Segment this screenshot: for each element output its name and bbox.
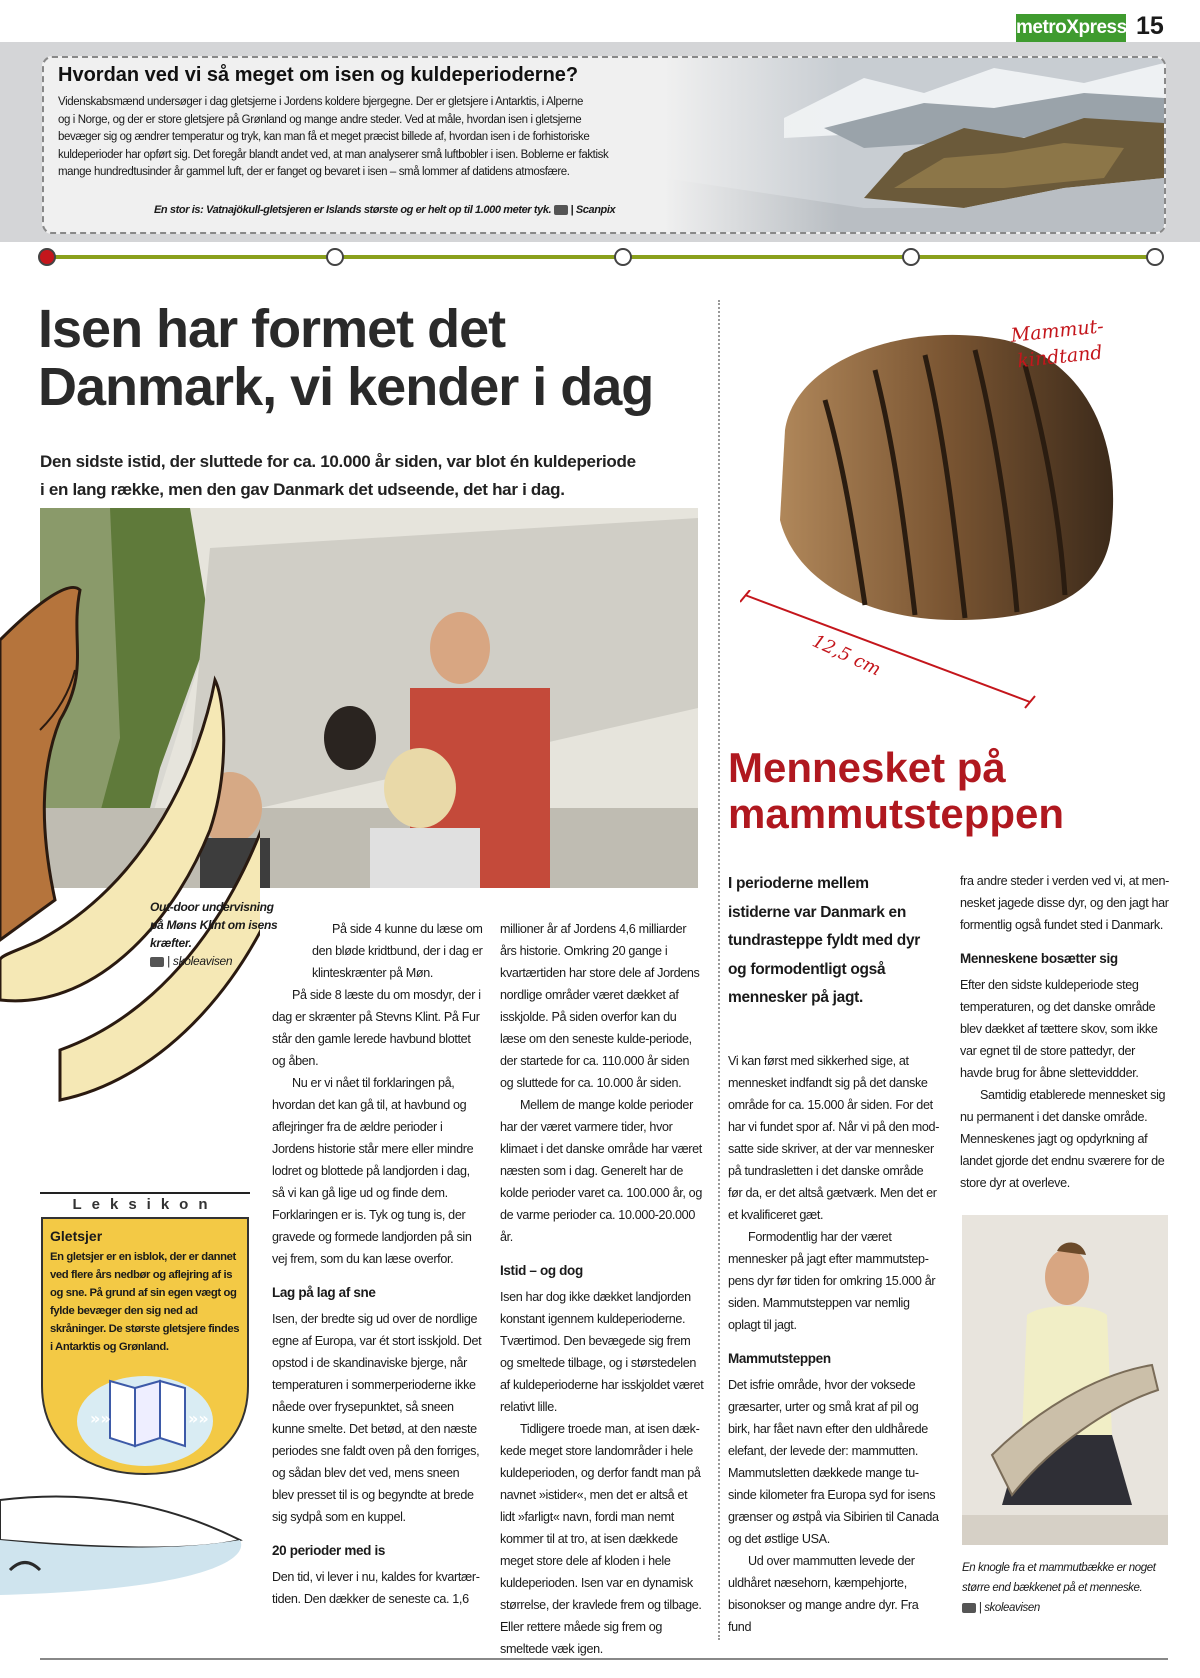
page-number: 15 — [1136, 12, 1164, 40]
timeline-dot — [614, 248, 632, 266]
sidebar-column-2: fra andre steder i verden ved vi, at mennesket jagede disse dyr, og den jagt har formentlig også fundet sted i Danmark. Menneskene bosætter sig Efter den sidste kuldeperiode steg temperaturen, og det danske område blev dækket af tættere skov, som ikke var egnet til de store pattedyr, der havde brug for åbne sletteviddder. Samtidig etablerede mennesket sig nu permanent i det danske område. Menneskenes jagt og opdyrkning af landet gjorde det endnu sværere for de store dyr at overleve. — [960, 874, 1170, 1190]
article-column-2: millioner år af Jordens 4,6 milliarder års historie. Omkring 20 gange i kvartærtiden har store dele af Jordens nordlige områder været dækket af isskjolde. På siden overfor kan du læse om den seneste kulde-periode, der startede for ca. 110.000 år siden og sluttede for ca. 10.000 år siden. Mellem de mange kolde perioder har der været varmere tider, hvor klimaet i det danske område har været næsten som i dag. Generelt har de kolde perioder varet ca. 100.000 år, og de varme perioder ca. 10.000-20.000 år. Istid – og dog Isen har dog ikke dækket landjorden konstant igennem kuldeperioderne. Tværtimod. Den bevægede sig frem og smeltede tilbage, og i størstedelen af kuldeperioderne har isskjoldet været relativt lille. Tidligere troede man, at isen dækkede meget store landområder i hele kuldeperioden, og derfor fandt man på navnet »istider«, men det er altså et lidt »farligt« navn, fordi man nemt kommer til at tro, at isen dækkede meget store dele af kloden i hele kuldeperioden. Isen var en dynamisk størrelse, der kravlede frem og tilbage. Eller rettere måede sig frem og smeltede væk igen. — [500, 922, 704, 1656]
bottom-rule — [40, 1658, 1168, 1660]
camera-icon — [962, 1603, 976, 1613]
info-box-body — [58, 94, 628, 182]
subheading: Mammutsteppen — [728, 1351, 831, 1366]
subheading: Menneskene bosætter sig — [960, 951, 1118, 966]
size-indicator-line — [740, 590, 1040, 710]
timeline-bar — [46, 255, 1156, 259]
svg-text:»»: »» — [90, 1409, 111, 1428]
subheading: Lag på lag af sne — [272, 1285, 376, 1300]
timeline-dot — [1146, 248, 1164, 266]
sidebar-lede: I perioderne mellem istiderne var Danmark en tundrasteppe fyldt med dyr og formodentligt også mennesker på jagt. — [728, 875, 921, 1006]
student-with-bone-photo — [962, 1215, 1168, 1545]
size-label: 12,5 cm — [808, 630, 884, 681]
column-divider — [718, 300, 720, 1640]
lexicon-heading: Leksikon — [40, 1192, 250, 1216]
brand-logo: metroXpress — [1016, 14, 1126, 42]
subheading: Istid – og dog — [500, 1263, 583, 1278]
article-column-1: På side 4 kunne du læse om den bløde kridtbund, der i dag er klinteskrænter på Møn. På side 8 læste du om mosdyr, der i dag er skrænter på Stevns Klint. På Fur står den gamle lerede havbund blottet og åben. Nu er vi nået til forklaringen på, hvordan det kan gå til, at havbund og aflejringer fra de ældre perioder i Jordens historie står mere eller mindre lodret og blottede på landjorden i dag, så vi kan gå lige ud og finde dem. Forklaringen er is. Tyk og tung is, der gravede og formede landjorden på sin vej frem, som du kan læse overfor. Lag på lag af sne Isen, der bredte sig ud over de nordlige egne af Europa, var ét stort isskjold. Det opstod i de skandinaviske bjerge, når temperaturen i sommerperioderne ikke nåede over frysepunktet, så sneen kunne smelte. Det betød, at den næste periodes sne faldt oven på den forriges, og sådan blev det ved, mens sneen blev presset til is og begyndte at brede sig sydpå som en kuppel. 20 perioder med is Den tid, vi lever i nu, kaldes for kvartærtiden. Den dækker de seneste ca. 1,6 — [272, 922, 483, 1606]
photo-credit: skoleavisen — [172, 954, 233, 968]
timeline-dot — [902, 248, 920, 266]
svg-text:»»: »» — [188, 1409, 209, 1428]
ice-floe-illustration — [0, 1480, 270, 1600]
article-lede: Den sidste istid, der sluttede for ca. 10.000 år siden, var blot én kuldeperiode i en lang række, men den gav Danmark det udseende, det har i dag. — [40, 452, 636, 499]
camera-icon — [150, 957, 164, 967]
info-box-line: Videnskabsmænd undersøger i dag gletsjerne i Jordens koldere bjergegne. Der er gletsjere i Antarktis, i Alperne — [58, 96, 583, 108]
timeline-dot — [326, 248, 344, 266]
article-headline: Isen har formet det Danmark, vi kender i dag — [38, 299, 654, 417]
info-box-line: bevæger sig og ændrer temperatur og tryk, kan man få et meget præcist billede af, hvordan isen i de forhistoriske — [58, 131, 590, 143]
lexicon-term: Gletsjer — [50, 1228, 103, 1244]
photo-credit: Scanpix — [575, 204, 616, 216]
photo-credit: skoleavisen — [984, 1602, 1040, 1614]
timeline-dot-current — [38, 248, 56, 266]
photo-caption: Out-door undervisning på Møns Klint om isens kræfter. | skoleavisen — [150, 900, 278, 968]
photo-caption: En knogle fra et mammutbække er noget større end bækkenet på et menneske. | skoleavisen — [962, 1562, 1156, 1614]
sidebar-headline: Mennesket på mammutsteppen — [728, 744, 1065, 837]
info-box-title: Hvordan ved vi så meget om isen og kuldeperioderne? — [58, 64, 579, 86]
tooth-label: Mammut- kindtand — [1009, 315, 1105, 373]
sidebar-column-1: Vi kan først med sikkerhed sige, at mennesket indfandt sig på det danske område for ca. 15.000 år siden. For det har vi fundet spor af. Når vi på den modsatte side skriver, at der var mennesker på tundrasletten i det danske område før da, er det altså gætværk. Men det er et kvalificeret gæt. Formodentlig har der været mennesker på jagt efter mammutsteppens dyr før tiden for omkring 15.000 år siden. Mammutsteppen var nemlig oplagt til jagt. Mammutsteppen Det isfrie område, hvor der voksede græsarter, urter og små krat af pil og birk, har fået navn efter den uldhårede elefant, der levede der: mammutten. Mammutsletten dækkede mange tusinde kilometer fra Europa syd for isens grænser og østpå via Sibirien til Canada og det østlige USA. Ud over mammutten levede der uldhåret næsehorn, kæmpehjorte, bisonokser og mange andre dyr. Fra fund — [728, 1054, 940, 1634]
info-box-line: kuldeperioder har opført sig. Det foregår blandt andet ved, at man analyserer små luftbobler i isen. Boblerne er faktisk — [58, 148, 609, 161]
camera-icon — [554, 205, 568, 215]
info-box-caption: En stor is: Vatnajökull-gletsjeren er Islands største og er helt op til 1.000 meter tyk. | Scanpix — [154, 204, 616, 216]
info-box-line: og i Norge, og der er store gletsjere på Grønland og mange andre steder. Ved at måle, hvordan isen i gletsjerne — [58, 113, 582, 126]
info-box-line: mange hundredtusinder år gammel luft, der er fanget og bevaret i isen – små lommer af datidens atmosfære. — [58, 166, 570, 178]
lexicon-definition: En gletsjer er en isblok, der er dannet ved flere års nedbør og aflejring af is og sne. På grund af sin egen vægt og fylde bevæger den sig ned ad skråninger. De største gletsjere findes i Antarktis og Grønland. — [50, 1251, 240, 1353]
subheading: 20 perioder med is — [272, 1543, 385, 1558]
lexicon-box — [40, 1192, 250, 1482]
info-box — [42, 56, 1166, 234]
mammoth-cartoon — [0, 580, 260, 1140]
glacier-photo — [664, 58, 1164, 232]
